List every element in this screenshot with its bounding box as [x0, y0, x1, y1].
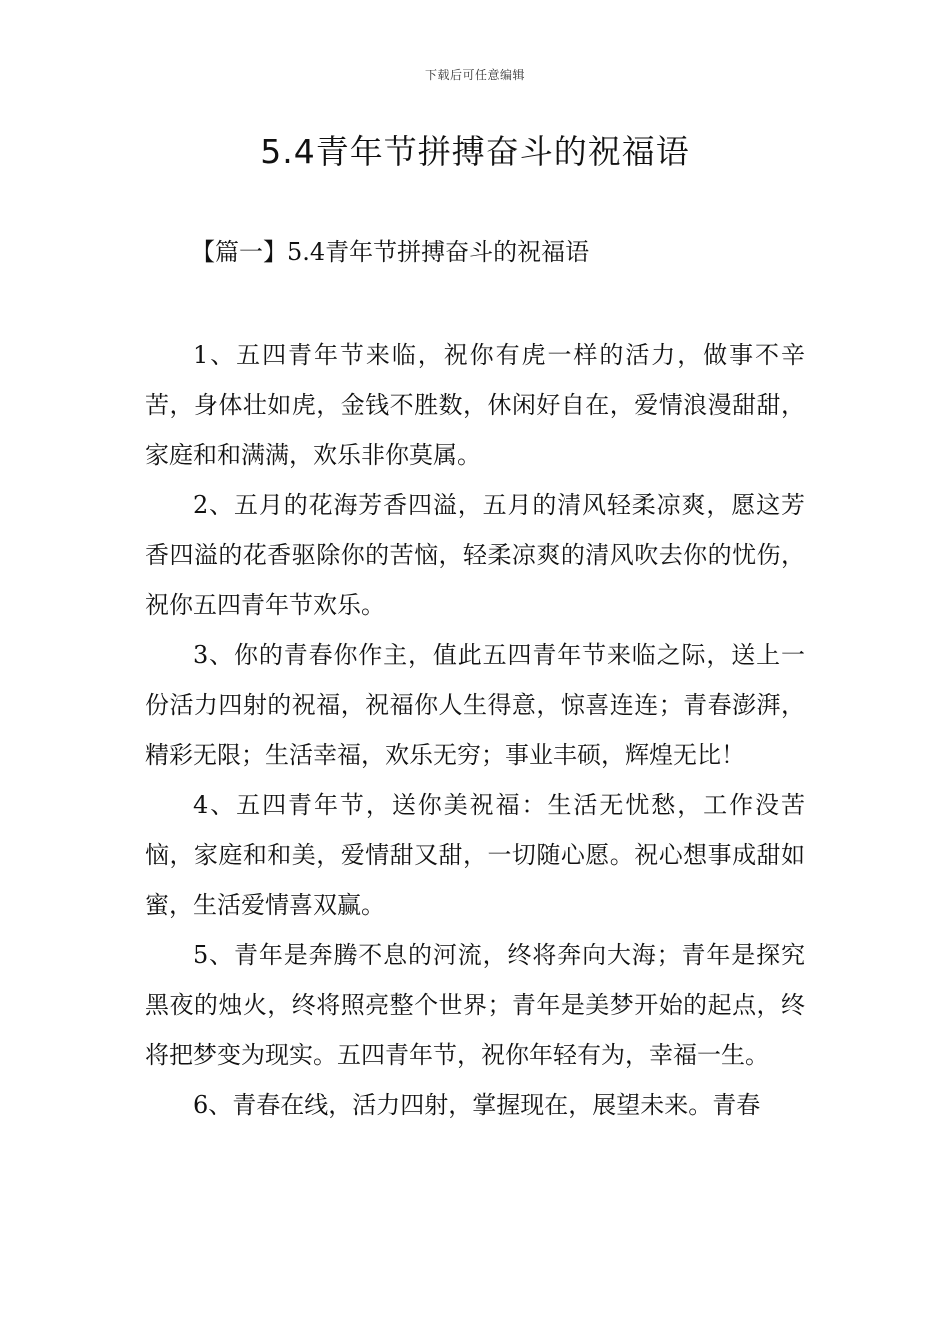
section-heading: 【篇一】5.4青年节拼搏奋斗的祝福语 [191, 238, 590, 266]
header-note: 下载后可任意编辑 [424, 68, 525, 82]
document-body [145, 330, 805, 1130]
paragraph: 5、青年是奔腾不息的河流，终将奔向大海；青年是探究黑夜的烛火，终将照亮整个世界；青年是美梦开始的起点，终将把梦变为现实。五四青年节，祝你年轻有为，幸福一生。 [145, 941, 805, 1069]
document-title: 5.4青年节拼搏奋斗的祝福语 [260, 132, 690, 171]
paragraph: 3、你的青春你作主，值此五四青年节来临之际，送上一份活力四射的祝福，祝福你人生得意，惊喜连连；青春澎湃，精彩无限；生活幸福，欢乐无穷；事业丰硕，辉煌无比！ [145, 641, 805, 769]
paragraph: 2、五月的花海芳香四溢，五月的清风轻柔凉爽，愿这芳香四溢的花香驱除你的苦恼，轻柔凉爽的清风吹去你的忧伤，祝你五四青年节欢乐。 [145, 491, 805, 619]
paragraph: 4、五四青年节，送你美祝福：生活无忧愁，工作没苦恼，家庭和和美，爱情甜又甜，一切随心愿。祝心想事成甜如蜜，生活爱情喜双赢。 [145, 791, 805, 919]
paragraph: 6、青春在线，活力四射，掌握现在，展望未来。青春 [193, 1091, 761, 1119]
paragraph: 1、五四青年节来临，祝你有虎一样的活力，做事不辛苦，身体壮如虎，金钱不胜数，休闲好自在，爱情浪漫甜甜，家庭和和满满，欢乐非你莫属。 [145, 341, 805, 469]
